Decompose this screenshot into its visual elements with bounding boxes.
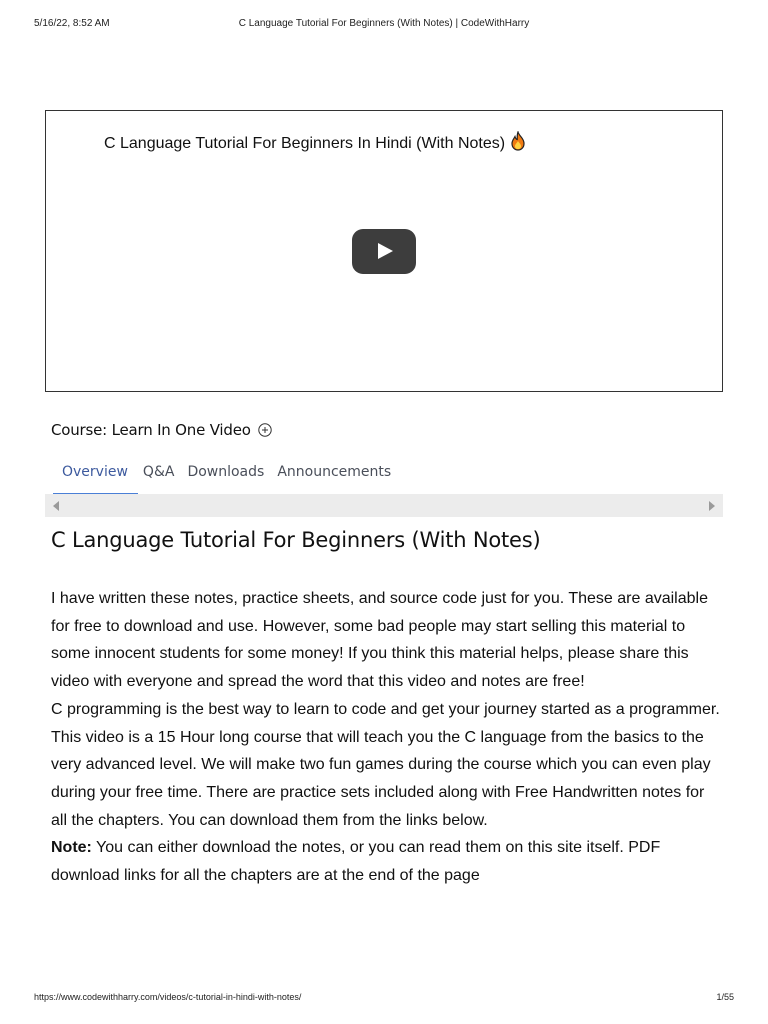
- tab-downloads[interactable]: Downloads: [187, 464, 265, 480]
- course-tabs: [51, 459, 400, 495]
- play-icon: [378, 243, 393, 259]
- course-info: [51, 421, 272, 439]
- print-date: 5/16/22, 8:52 AM: [34, 18, 110, 29]
- page-count: 1/55: [716, 992, 734, 1002]
- tab-qa[interactable]: Q&A: [142, 464, 175, 480]
- paragraph-intro: I have written these notes, practice sheets, and source code just for you. These are available for free to download and use. However, some bad people may start selling this material to some innocent students for some money! If you think this material helps, please share this video with everyone and spread the word that this video and notes are free!: [51, 590, 708, 691]
- play-button[interactable]: [352, 229, 416, 274]
- video-title-text[interactable]: C Language Tutorial For Beginners In Hindi (With Notes): [104, 135, 506, 152]
- course-label: Course: Learn In One Video: [51, 421, 251, 439]
- video-player[interactable]: [45, 110, 723, 392]
- print-url: https://www.codewithharry.com/videos/c-tutorial-in-hindi-with-notes/: [34, 992, 302, 1002]
- tab-announcements[interactable]: Announcements: [277, 464, 392, 480]
- scroll-right-arrow-icon[interactable]: [709, 501, 715, 511]
- paragraph-note: [51, 834, 723, 889]
- scroll-left-arrow-icon[interactable]: [53, 501, 59, 511]
- flame-icon: [510, 131, 526, 151]
- horizontal-scrollbar[interactable]: [45, 494, 723, 517]
- note-text: You can either download the notes, or you can read them on this site itself. PDF download links for all the chapters are at the end of the page: [51, 839, 661, 885]
- plus-circle-icon[interactable]: [258, 423, 272, 437]
- print-page-title: C Language Tutorial For Beginners (With Notes) | CodeWithHarry: [238, 18, 530, 29]
- page-heading: C Language Tutorial For Beginners (With Notes): [51, 528, 541, 552]
- description: [51, 585, 723, 890]
- video-title[interactable]: [104, 131, 526, 153]
- note-label: Note:: [51, 839, 92, 857]
- tab-overview[interactable]: Overview: [51, 459, 139, 489]
- paragraph-course: C programming is the best way to learn to code and get your journey started as a programmer. This video is a 15 Hour long course that will teach you the C language from the basics to the very advanced level. We will make two fun games during the course which you can even play during your free time. There are practice sets included along with Free Handwritten notes for all the chapters. You can download them from the links below.: [51, 700, 720, 829]
